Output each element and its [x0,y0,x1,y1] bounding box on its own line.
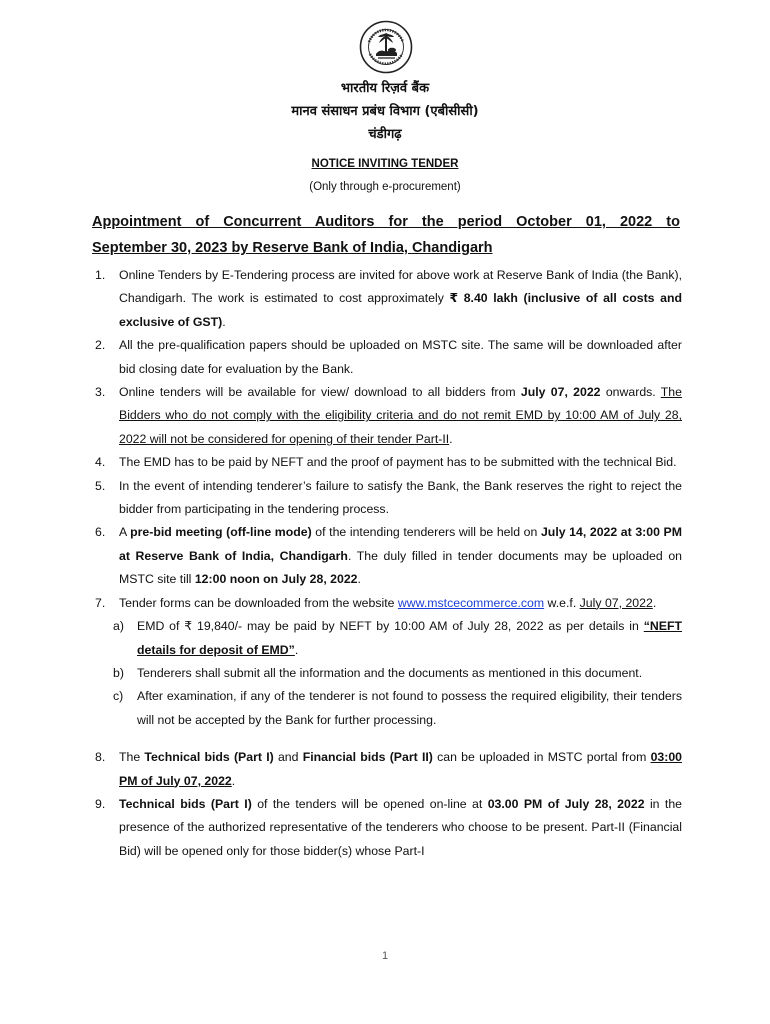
sub-item-letter: b) [113,665,124,680]
list-item [92,334,682,381]
sub-list-item [92,685,682,732]
list-item [92,793,682,863]
item-text: . [357,572,361,587]
spacer [92,732,682,746]
page-number: 1 [381,950,389,962]
item-number: 7. [95,595,106,610]
item-number: 5. [95,478,106,493]
org-name-hindi: भारतीय रिज़र्व बैंक [340,81,430,96]
upload-deadline: 12:00 noon on July 28, 2022 [194,572,358,587]
item-text: The [119,750,145,765]
mstc-website-link[interactable]: www.mstcecommerce.com [397,595,545,610]
item-text: Online tenders will be available for view/ download to all bidders from [119,385,521,400]
item-text: . [449,431,453,446]
item-text: Tenderers shall submit all the information and the documents as mentioned in this document. [137,665,643,680]
estimated-cost: ₹ 8.40 lakh (inclusive of all costs and exclusive of GST) [119,291,683,329]
list-item [92,746,682,793]
item-text: in the presence of the authorized representative of the tenderers who choose to be present. Part-II (Financial Bid) will be opened only for those bidder(s) whose Part-I [119,796,683,858]
list-item [92,381,682,451]
item-text: onwards. [600,385,661,400]
item-text: Tender forms can be downloaded from the website [119,595,398,610]
item-text: w.e.f. [544,595,580,610]
item-number: 8. [95,750,106,765]
item-text: The EMD has to be paid by NEFT and the proof of payment has to be submitted with the technical Bid. [119,455,677,470]
list-item [92,521,682,591]
sub-list-item [92,615,682,662]
upload-start-date: 03:00 PM of July 07, 2022 [119,750,683,788]
item-number: 9. [95,796,106,811]
tender-terms-list [92,264,682,863]
tender-heading-line2: September 30, 2023 by Reserve Bank of India, Chandigarh [92,240,493,256]
technical-bids-label: Technical bids (Part I) [144,750,274,765]
item-text: . [231,773,236,788]
meeting-date-place: July 14, 2022 at 3:00 PM at Reserve Bank of India, Chandigarh [119,525,682,563]
download-start-date: July 07, 2022 [579,595,653,610]
item-number: 2. [95,338,106,353]
city-name-hindi: चंडीगढ़ [368,127,402,142]
item-number: 6. [95,525,106,540]
sub-item-letter: c) [113,689,124,704]
item-text: Online Tenders by E-Tendering process are invited for above work at Reserve Bank of India (the Bank), Chandigarh. The work is estimated to cost approximately [119,268,682,306]
sub-item-letter: a) [113,619,124,634]
list-item [92,264,682,334]
item-text: EMD of ₹ 19,840/- may be paid by NEFT by 10:00 AM of July 28, 2022 as per details in [137,619,644,634]
item-text: In the event of intending tenderer’s failure to satisfy the Bank, the Bank reserves the right to reject the bidder from participating in the tendering process. [119,478,682,517]
notice-subtitle: (Only through e-procurement) [309,181,461,193]
item-text: . The duly filled in tender documents may be uploaded on MSTC site till [119,548,683,587]
notice-title: NOTICE INVITING TENDER [311,158,459,170]
opening-date: 03.00 PM of July 28, 2022 [487,796,645,811]
item-text: . [222,314,226,329]
item-text: and [273,750,303,765]
item-number: 1. [95,268,106,282]
item-text: All the pre-qualification papers should be uploaded on MSTC site. The same will be downloaded after bid closing date for evaluation by the Bank. [119,338,682,376]
item-text: of the intending tenderers will be held on [311,525,541,540]
list-item [92,592,682,615]
technical-bids-label: Technical bids (Part I) [119,796,252,811]
availability-date: July 07, 2022 [520,385,601,400]
item-text: After examination, if any of the tenderer is not found to possess the required eligibility, their tenders will not be accepted by the Bank for further processing. [137,689,682,727]
neft-details-reference: “NEFT details for deposit of EMD” [137,619,682,657]
item-text: of the tenders will be opened on-line at [251,796,488,811]
pre-bid-meeting: pre-bid meeting (off-line mode) [130,525,312,540]
list-item [92,451,682,474]
department-name-hindi: मानव संसाधन प्रबंध विभाग (एबीसीसी) [291,104,479,119]
rbi-seal-logo [359,20,413,74]
item-text: . [294,642,299,657]
list-item [92,475,682,522]
item-number: 3. [95,385,106,400]
tender-heading-line1: Appointment of Concurrent Auditors for the period October 01, 2022 to [92,214,680,230]
sub-list-item [92,662,682,685]
item-text: . [652,595,657,610]
eligibility-warning: The Bidders who do not comply with the eligibility criteria and do not remit EMD by 10:00 AM of July 28, 2022 will not be considered for opening of their tender Part-II [119,385,682,446]
item-text: A [119,525,131,540]
financial-bids-label: Financial bids (Part II) [302,750,433,765]
item-text: can be uploaded in MSTC portal from [432,750,651,765]
item-number: 4. [95,455,106,470]
